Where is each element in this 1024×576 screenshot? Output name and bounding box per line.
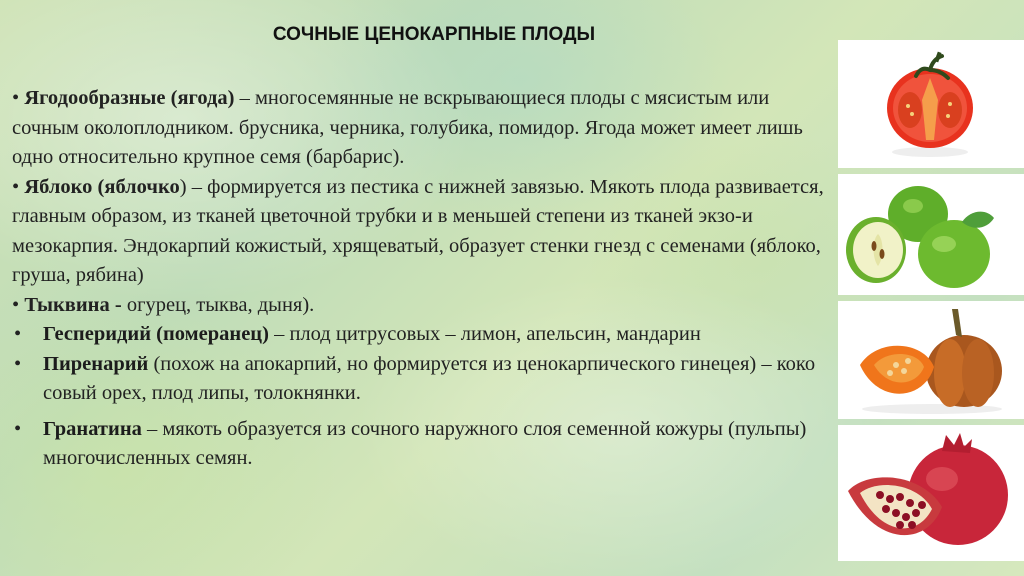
- slide-body: [12, 84, 832, 474]
- sub-item-marker: •: [14, 352, 22, 375]
- sub-item-term: Гранатина: [43, 417, 142, 440]
- sub-item-term: Гесперидий (померанец): [43, 323, 269, 345]
- pomegranate-image: [838, 425, 1024, 561]
- bullet-term: Ягодообразные (ягода): [24, 87, 235, 109]
- sub-item-text: – мякоть образуется из сочного наружного слоя семенной кожуры (пульпы) многочисленных семян.: [43, 417, 807, 469]
- tomato-image: [838, 40, 1024, 168]
- pumpkin-image: [838, 301, 1024, 419]
- bullet-berry: [12, 84, 832, 173]
- sub-item-hesperidium: [12, 320, 832, 350]
- bullet-text: огурец, тыква, дыня).: [121, 293, 315, 316]
- sub-item-text: (похож на апокарпий, но формируется из ценокарпического гинецея) – коко совый орех, плод липы, толокнянки.: [43, 352, 816, 404]
- sub-item-term: Пиренарий: [43, 352, 149, 375]
- sub-item-pyrenarium: [12, 350, 832, 409]
- bullet-apple: [12, 173, 832, 291]
- bullet-term: Тыквина -: [24, 293, 122, 316]
- sub-item-granatina: [12, 415, 832, 474]
- sub-item-text: – плод цитрусовых – лимон, апельсин, мандарин: [268, 323, 701, 345]
- sub-item-marker: •: [14, 417, 22, 440]
- bullet-text: – многосемянные не вскрывающиеся плоды с мясистым или сочным околоплодником. брусника, черника, голубика, помидор. Ягода может имеет лишь одно относительно крупное семя (барбарис).: [12, 87, 803, 168]
- sub-item-marker: •: [14, 323, 22, 345]
- bullet-term: Яблоко (яблочко: [24, 175, 180, 198]
- bullet-marker: •: [12, 175, 20, 198]
- fruit-images: [838, 40, 1024, 567]
- bullet-marker: •: [12, 87, 20, 109]
- bullet-marker: •: [12, 293, 20, 316]
- bullet-pumpkin: [12, 291, 832, 321]
- bullet-text: ) – формируется из пестика с нижней завязью. Мякоть плода развивается, главным образом, из тканей цветочной трубки и в меньшей степени из тканей экзо-и мезокарпия. Эндокарпий кожистый, хрящеватый, образует стенки гнезд с семенами (яблоко, груша, рябина): [12, 175, 824, 286]
- apple-image: [838, 174, 1024, 295]
- slide-title: СОЧНЫЕ ЦЕНОКАРПНЫЕ ПЛОДЫ: [272, 24, 596, 45]
